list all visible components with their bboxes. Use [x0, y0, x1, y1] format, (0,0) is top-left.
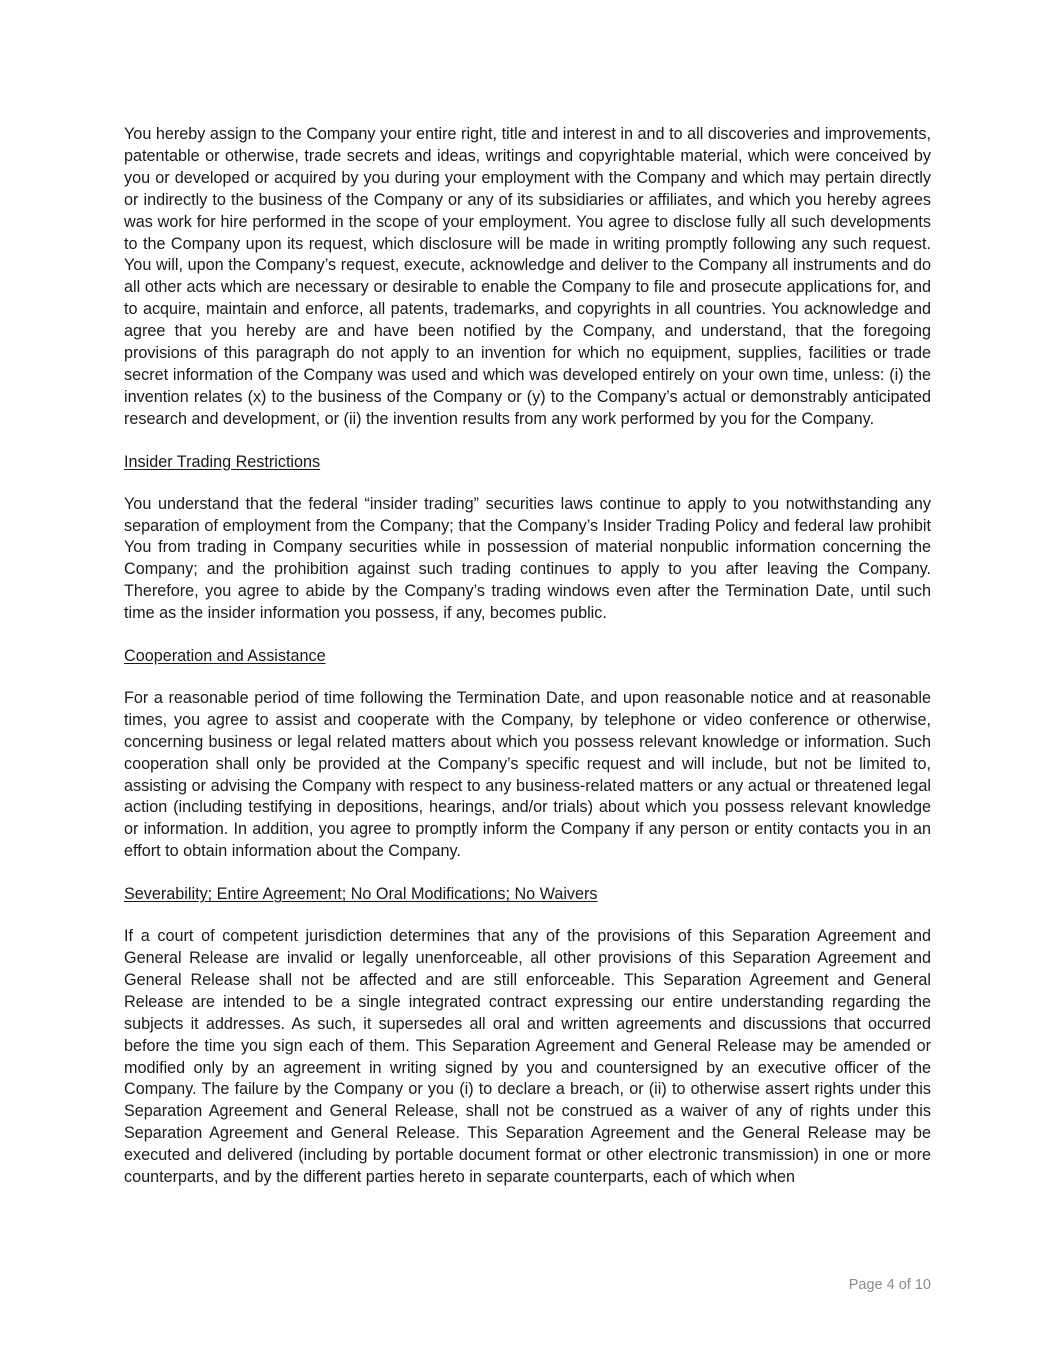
spacer — [124, 906, 931, 926]
spacer — [124, 625, 931, 646]
ip-assignment-paragraph: You hereby assign to the Company your entire right, title and interest in and to all discoveries and improvements, patentable or otherwise, trade secrets and ideas, writings and copyrightable material, which were conceived by you or developed or acquired by you during your employment with the Company and which may pertain directly or indirectly to the business of the Company or any of its subsidiaries or affiliates, and which you hereby agrees was work for hire performed in the scope of your employment. You agree to disclose fully all such developments to the Company upon its request, which disclosure will be made in writing promptly following any such request. You will, upon the Company’s request, execute, acknowledge and deliver to the Company all instruments and do all other acts which are necessary or desirable to enable the Company to file and prosecute applications for, and to acquire, maintain and enforce, all patents, trademarks, and copyrights in all countries. You acknowledge and agree that you hereby are and have been notified by the Company, and understand, that the foregoing provisions of this paragraph do not apply to an invention for which no equipment, supplies, facilities or trade secret information of the Company was used and which was developed entirely on your own time, unless: (i) the invention relates (x) to the business of the Company or (y) to the Company’s actual or demonstrably anticipated research and development, or (ii) the invention results from any work performed by you for the Company. — [124, 125, 931, 428]
cooperation-heading: Cooperation and Assistance — [124, 647, 326, 666]
cooperation-paragraph: For a reasonable period of time following the Termination Date, and upon reasonable notice and at reasonable times, you agree to assist and cooperate with the Company, by telephone or video conference or otherwise, concerning business or legal related matters about which you possess relevant knowledge or information. Such cooperation shall only be provided at the Company’s specific request and will include, but not be limited to, assisting or advising the Company with respect to any business-related matters or any actual or threatened legal action (including testifying in depositions, hearings, and/or trials) about which you possess relevant knowledge or information. In addition, you agree to promptly inform the Company if any person or entity contacts you in an effort to obtain information about the Company. — [124, 688, 931, 861]
severability-heading: Severability; Entire Agreement; No Oral Modifications; No Waivers — [124, 885, 598, 904]
insider-trading-heading: Insider Trading Restrictions — [124, 452, 321, 471]
severability-paragraph: If a court of competent jurisdiction determines that any of the provisions of this Separation Agreement and General Release are invalid or legally unenforceable, all other provisions of this Separation Agreement and General Release shall not be affected and are still enforceable. This Separation Agreement and General Release are intended to be a single integrated contract expressing our entire understanding regarding the subjects it addresses. As such, it supersedes all oral and written agreements and discussions that occurred before the time you sign each of them. This Separation Agreement and General Release may be amended or modified only by an agreement in writing signed by you and countersigned by an executive officer of the Company. The failure by the Company or you (i) to declare a breach, or (ii) to otherwise assert rights under this Separation Agreement and General Release, shall not be construed as a waiver of any of rights under this Separation Agreement and General Release. This Separation Agreement and the General Release may be executed and delivered (including by portable document format or other electronic transmission) in one or more counterparts, and by the different parties hereto in separate counterparts, each of which when — [124, 927, 931, 1187]
document-page — [124, 124, 931, 1189]
spacer — [124, 863, 931, 884]
spacer — [124, 668, 931, 688]
insider-trading-paragraph: You understand that the federal “insider trading” securities laws continue to apply to you notwithstanding any separation of employment from the Company; that the Company’s Insider Trading Policy and federal law prohibit You from trading in Company securities while in possession of material nonpublic information concerning the Company; and the prohibition against such trading continues to apply to you after leaving the Company. Therefore, you agree to abide by the Company’s trading windows even after the Termination Date, until such time as the insider information you possess, if any, becomes public. — [124, 494, 931, 623]
spacer — [124, 431, 931, 452]
page-number: Page 4 of 10 — [848, 1277, 931, 1293]
spacer — [124, 474, 931, 494]
